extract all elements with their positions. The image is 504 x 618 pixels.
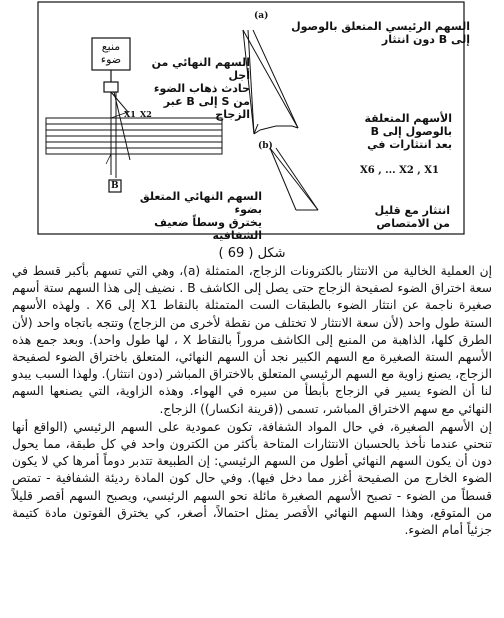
absorption-label-line1: انتثار مع قليل <box>374 204 450 217</box>
final-arrow-label-line1: السهم النهائي من أجل <box>151 56 250 82</box>
weak-arrow-label-line2: يخترق وسطاً ضعيف الشفافية <box>154 216 262 242</box>
main-arrow-label-line1: السهم الرئيسي المتعلق بالوصول <box>291 20 470 33</box>
scatter-arrows-label-line3: بعد انتثارات في <box>367 138 452 151</box>
final-arrow-label <box>138 56 250 121</box>
final-arrow-label-line3: من S إلى B عبر الزجاج <box>163 95 250 121</box>
absorption-label <box>340 204 450 230</box>
scatter-arrows-label <box>332 112 452 151</box>
figure-caption: شكل ( 69 ) <box>218 246 286 261</box>
main-arrow-label-line2: إلى B دون انتثار <box>381 33 470 46</box>
marker-b: (b) <box>258 141 273 151</box>
point-x1: X1 <box>124 109 136 119</box>
body-text <box>12 263 492 540</box>
point-x2: X2 <box>140 109 152 119</box>
source-label-line1: منبع <box>101 40 121 53</box>
glass-slab <box>46 118 222 154</box>
scatter-arrows-label-line2: بالوصول إلى B <box>370 125 452 138</box>
paragraph: إن الأسهم الصغيرة، في حال المواد الشفافة، تكون عمودية على السهم الرئيسي (الواقع أنها تنحني عندما نأخذ بالحسبان الانتثارات المتاحة بأكثر من الكترون واحد في كل طبقة، مما يحول دون أن يكون السهم النهائي أطول من السهم الرئيسي: إن الطبيعة تتدبر دوماً أمرها كي لا يكون الضوء الخارج من الصفيحة أغزر مما دخل فيها). وفي حال كون المادة رديئة الشفافية - تمتص قسطاً من الضوء - تصبح الأسهم الصغيرة مائلة نحو السهم الرئيسي، ويصبح السهم أقصر قليلاً من المتوقع، وهذا السهم النهائي الأقصر يمثل احتمالاً، أصغر، كي يخترق الفوتون مادة كتيمة جزئياً أمام الضوء. <box>12 419 492 538</box>
paragraph: إن العملية الخالية من الانتثار بالكترونات الزجاج، المتمثلة (a)، وهي التي تسهم بأكبر قسط في سعة اختراق الضوء لصفيحة الزجاج حتى يصل إلى الكاشف B . نضيف إلى هذا السهم ستة أسهم صغيرة ناجمة عن انتثار الضوء بالطبقات الست المتمثلة بالنقاط X1 إلى X6 . ولهذه الأسهم الستة طول واحد (لأن سعة الانتثار لا تختلف من نقطة لأخرى من الزجاج) وتتجه باتجاه واحد (لأن الطرق كلها، الذاهبة من المنبع إلى الكاشف مروراً بالنقاط X ، لها طول واحد). وبعد جمع هذه الأسهم الستة الصغيرة مع السهم الكبير نجد أن السهم النهائي، المتعلق باختراق الضوء لصفيحة الزجاج، يصنع زاوية مع السهم الرئيسي المتعلق بالاختراق المباشر (دون انتثار). ولهذا السبب يبدو لنا أن الضوء يسير في الزجاج بأبطأ من سيره في الهواء. وهذه الزاوية، التي يصنعها السهم النهائي مع سهم الاختراق المباشر، تسمى ((قرينة انكسار)) الزجاج. <box>12 264 492 416</box>
marker-a: (a) <box>254 11 269 21</box>
weak-arrow-label-line1: السهم النهائي المتعلق بضوء <box>139 190 262 216</box>
arrow-diagram-b <box>270 148 318 210</box>
main-arrow-label <box>270 20 470 46</box>
source-label <box>96 40 126 66</box>
detector-b-label: B <box>111 181 119 191</box>
absorption-label-line2: من الامتصاص <box>376 217 450 230</box>
scatter-points: X6 , ... X2 , X1 <box>360 165 439 176</box>
weak-arrow-label <box>132 190 262 242</box>
source-label-line2: ضوء <box>100 53 122 66</box>
figure-69 <box>0 0 504 252</box>
scatter-arrows-label-line1: الأسهم المتعلقة <box>364 112 452 125</box>
final-arrow-label-line2: حادث ذهاب الضوء <box>153 82 250 95</box>
